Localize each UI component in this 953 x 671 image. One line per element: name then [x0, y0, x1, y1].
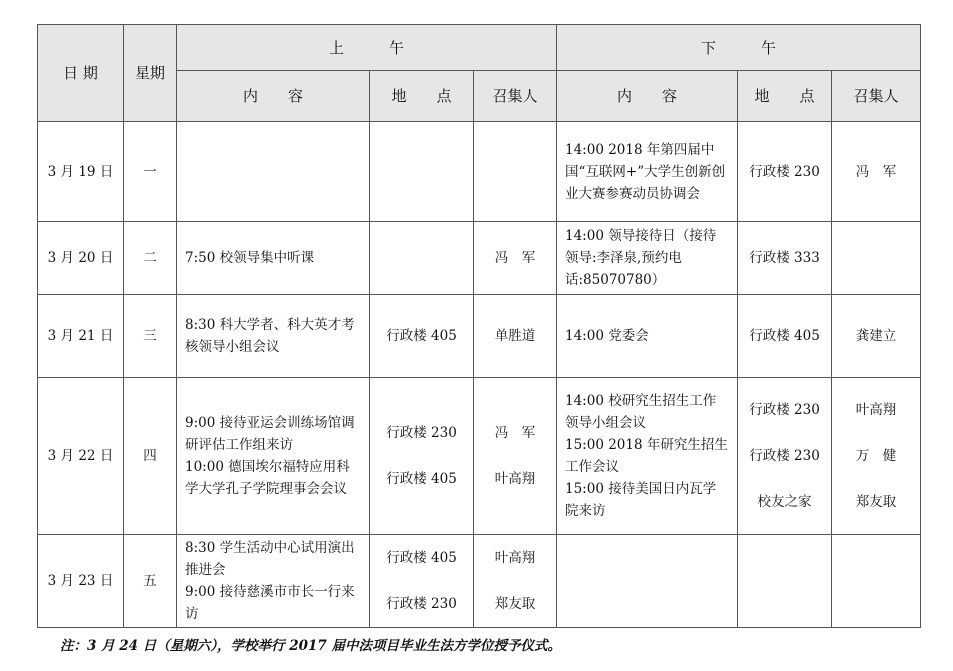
am-convener-cell-line: 郑友取 [494, 596, 536, 612]
pm-content-cell-line: 15:00 2018 年研究生招生工作会议 [565, 437, 728, 475]
pm-location-cell [738, 535, 832, 628]
pm-content-cell [557, 222, 738, 295]
am-location-cell [370, 295, 474, 378]
date-cell: 3 月 21 日 [38, 295, 124, 378]
pm-location-cell [738, 295, 832, 378]
schedule-row [38, 535, 921, 628]
weekday-cell: 四 [124, 378, 177, 535]
pm-content-cell-line: 14:00 领导接待日（接待领导:李泽泉,预约电话:85070780） [565, 228, 717, 288]
am-content-cell-line: 9:00 接待慈溪市市长一行来访 [185, 584, 355, 622]
pm-location-cell-line: 行政楼 230 [749, 402, 820, 418]
am-content-cell [177, 378, 370, 535]
schedule-body [38, 122, 921, 628]
header-date: 日 期 [38, 25, 124, 122]
date-cell: 3 月 19 日 [38, 122, 124, 222]
am-content-cell-line: 8:30 学生活动中心试用演出推进会 [185, 540, 355, 578]
pm-location-cell [738, 122, 832, 222]
date-cell: 3 月 22 日 [38, 378, 124, 535]
pm-content-cell-line: 14:00 2018 年第四届中国“互联网+”大学生创新创业大赛参赛动员协调会 [565, 141, 726, 202]
header-morning: 上 午 [177, 25, 557, 71]
pm-convener-cell [832, 222, 921, 295]
header-pm-convener: 召集人 [832, 71, 921, 122]
pm-convener-cell-line: 叶高翔 [855, 402, 897, 418]
pm-content-cell [557, 122, 738, 222]
date-cell: 3 月 20 日 [38, 222, 124, 295]
pm-content-cell-line: 14:00 党委会 [565, 328, 649, 344]
pm-content-cell-line: 15:00 接待美国日内瓦学院来访 [565, 481, 717, 519]
am-content-cell [177, 295, 370, 378]
am-location-cell-line: 行政楼 405 [386, 471, 457, 487]
weekday-cell: 三 [124, 295, 177, 378]
am-convener-cell [474, 378, 557, 535]
am-convener-cell-line: 冯 军 [494, 425, 536, 441]
schedule-row [38, 122, 921, 222]
am-content-cell [177, 535, 370, 628]
am-content-cell [177, 122, 370, 222]
weekday-cell: 二 [124, 222, 177, 295]
pm-convener-cell-line: 郑友取 [855, 494, 897, 510]
am-convener-cell-line: 冯 军 [494, 250, 536, 266]
am-content-cell-line: 10:00 德国埃尔福特应用科学大学孔子学院理事会会议 [185, 459, 350, 497]
pm-convener-cell [832, 295, 921, 378]
pm-location-cell-line: 校友之家 [757, 494, 812, 510]
am-convener-cell [474, 535, 557, 628]
footnote: 注：3 月 24 日（星期六），学校举行 2017 届中法项目毕业生法方学位授予仪式。 [60, 638, 562, 654]
am-location-cell-line: 行政楼 230 [386, 425, 457, 441]
header-weekday: 星期 [124, 25, 177, 122]
pm-convener-cell [832, 535, 921, 628]
schedule-row [38, 378, 921, 535]
schedule-row [38, 295, 921, 378]
pm-content-cell [557, 378, 738, 535]
am-location-cell-line: 行政楼 230 [386, 596, 457, 612]
am-convener-cell-line: 叶高翔 [494, 550, 536, 566]
date-cell: 3 月 23 日 [38, 535, 124, 628]
pm-convener-cell-line: 龚建立 [855, 328, 897, 344]
am-content-cell-line: 7:50 校领导集中听课 [185, 250, 315, 266]
schedule-table [37, 24, 921, 628]
pm-location-cell-line: 行政楼 230 [749, 448, 820, 464]
header-afternoon: 下 午 [557, 25, 921, 71]
pm-convener-cell [832, 378, 921, 535]
am-location-cell-line: 行政楼 405 [386, 328, 457, 344]
am-location-cell [370, 378, 474, 535]
am-convener-cell-line: 单胜道 [494, 328, 536, 344]
am-content-cell-line: 8:30 科大学者、科大英才考核领导小组会议 [185, 317, 355, 355]
schedule-row [38, 222, 921, 295]
header-pm-location: 地 点 [738, 71, 832, 122]
am-convener-cell-line: 叶高翔 [494, 471, 536, 487]
am-convener-cell [474, 295, 557, 378]
am-location-cell [370, 222, 474, 295]
header-am-location: 地 点 [370, 71, 474, 122]
header-pm-content: 内 容 [557, 71, 738, 122]
pm-content-cell [557, 535, 738, 628]
pm-convener-cell-line: 冯 军 [855, 163, 897, 180]
pm-location-cell [738, 222, 832, 295]
am-location-cell [370, 122, 474, 222]
pm-location-cell [738, 378, 832, 535]
am-content-cell-line: 9:00 接待亚运会训练场馆调研评估工作组来访 [185, 415, 355, 453]
weekday-cell: 一 [124, 122, 177, 222]
pm-convener-cell-line: 万 健 [855, 448, 897, 464]
weekday-cell: 五 [124, 535, 177, 628]
header-am-convener: 召集人 [474, 71, 557, 122]
am-location-cell [370, 535, 474, 628]
am-content-cell [177, 222, 370, 295]
header-am-content: 内 容 [177, 71, 370, 122]
pm-content-cell-line: 14:00 校研究生招生工作领导小组会议 [565, 393, 717, 431]
pm-location-cell-line: 行政楼 230 [749, 163, 820, 180]
pm-convener-cell [832, 122, 921, 222]
am-location-cell-line: 行政楼 405 [386, 550, 457, 566]
am-convener-cell [474, 222, 557, 295]
am-convener-cell [474, 122, 557, 222]
pm-content-cell [557, 295, 738, 378]
pm-location-cell-line: 行政楼 405 [749, 328, 820, 344]
pm-location-cell-line: 行政楼 333 [749, 250, 820, 266]
